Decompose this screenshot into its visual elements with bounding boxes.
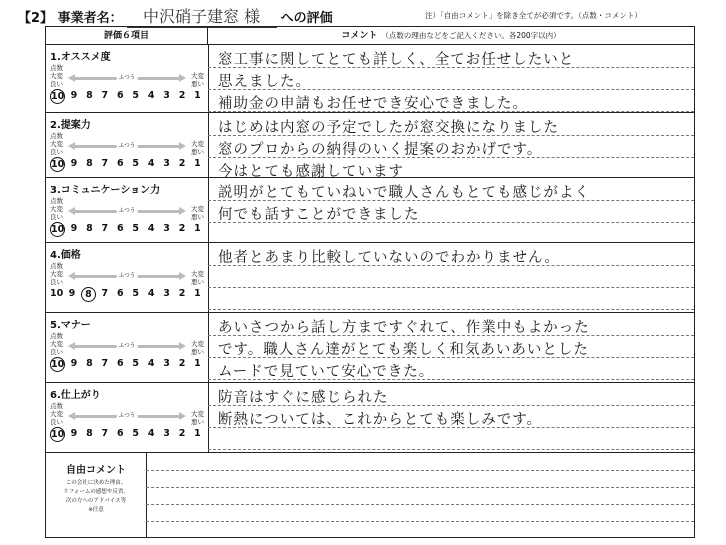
handwritten-comment: ムードで見ていて安心できた。: [218, 364, 435, 380]
normal-label: ふつう: [118, 75, 136, 81]
company-name: 中沢硝子建窓 様: [127, 4, 277, 28]
normal-label: ふつう: [118, 273, 136, 279]
normal-label: ふつう: [118, 208, 136, 214]
score-option[interactable]: 7: [101, 90, 109, 101]
score-option[interactable]: 4: [147, 428, 155, 439]
score-option[interactable]: 5: [132, 358, 139, 369]
score-option[interactable]: 10: [51, 429, 65, 440]
handwritten-comment: 何でも話すことができました: [218, 207, 420, 223]
criterion-title: 3.コミュニケーション力: [50, 185, 161, 196]
score-option[interactable]: 4: [147, 90, 155, 101]
evaluation-section: [46, 243, 694, 313]
handwritten-comment: 説明がとてもていねいで職人さんもとても感じがよく: [218, 185, 590, 201]
score-option[interactable]: 3: [163, 223, 170, 234]
handwritten-comment: です。職人さん達がとても楽しく和気あいあいとした: [218, 342, 589, 358]
header-prefix: 【2】 事業者名：: [18, 11, 123, 26]
criterion-title: 5.マナー: [50, 320, 91, 331]
score-option[interactable]: 5: [132, 90, 139, 101]
handwritten-comment: 窓のプロからの納得のいく提案のおかげです。: [218, 142, 543, 158]
score-option[interactable]: 6: [116, 223, 124, 234]
very-bad-label: 大変 悪い: [191, 270, 204, 286]
comment-rule: [208, 287, 694, 288]
score-option[interactable]: 2: [178, 90, 186, 101]
very-bad-label: 大変 悪い: [191, 140, 204, 156]
comment-rule: [146, 504, 694, 505]
scale-arrow: [68, 344, 186, 348]
scale-arrow: [68, 144, 186, 148]
score-option[interactable]: 4: [147, 358, 155, 369]
very-bad-label: 大変 悪い: [191, 340, 204, 356]
very-bad-label: 大変 悪い: [191, 410, 204, 426]
score-option[interactable]: 6: [116, 428, 124, 439]
very-good-label: 大変 良い: [50, 140, 63, 156]
free-comment-section: [46, 453, 694, 537]
score-option[interactable]: 5: [132, 223, 139, 234]
comment-rule: [208, 449, 694, 450]
score-option[interactable]: 3: [163, 428, 170, 439]
score-option[interactable]: 8: [86, 428, 93, 439]
points-label: 点数: [50, 332, 63, 340]
score-option[interactable]: 2: [178, 428, 186, 439]
score-option[interactable]: 8: [86, 90, 93, 101]
criteria-header: 評価６項目: [46, 27, 208, 45]
comment-header-label: コメント: [341, 31, 378, 41]
handwritten-comment: 防音はすぐに感じられた: [218, 390, 389, 406]
score-option[interactable]: 6: [116, 158, 124, 169]
scale-arrow: [68, 274, 186, 278]
header-suffix: への評価: [280, 11, 333, 26]
score-option[interactable]: 1: [194, 158, 201, 169]
score-option[interactable]: 4: [147, 158, 155, 169]
comment-cell[interactable]: [208, 45, 694, 112]
points-label: 点数: [50, 64, 63, 72]
criterion-title: 6.仕上がり: [50, 390, 101, 401]
score-option[interactable]: 10: [51, 159, 65, 170]
criterion-cell: [46, 383, 209, 452]
evaluation-section: [46, 313, 694, 383]
scale-arrow: [68, 209, 186, 213]
required-note: 注）「自由コメント」を除き全てが必須です。（点数・コメント）: [425, 11, 642, 20]
evaluation-section: [46, 178, 694, 243]
points-label: 点数: [50, 402, 63, 410]
score-option[interactable]: 3: [163, 158, 170, 169]
score-option[interactable]: 1: [194, 358, 201, 369]
score-option[interactable]: 7: [101, 288, 109, 299]
comment-cell[interactable]: [208, 383, 694, 452]
comment-header: [208, 27, 694, 45]
comment-header-note: （点数の理由などをご記入ください。各200字以内）: [381, 31, 561, 40]
handwritten-comment: 窓工事に関してとても詳しく、全てお任せしたいと: [218, 52, 575, 68]
handwritten-comment: はじめは内窓の予定でしたが窓交換になりました: [218, 120, 559, 136]
comment-rule: [146, 487, 694, 488]
score-row: [50, 357, 204, 372]
score-row: [50, 427, 204, 442]
score-option[interactable]: 9: [68, 288, 76, 299]
handwritten-comment: あいさつから話し方まですぐれて、作業中もよかった: [218, 320, 590, 336]
handwritten-comment: 思えました。: [218, 74, 311, 90]
points-label: 点数: [50, 132, 63, 140]
free-comment-area[interactable]: [146, 453, 694, 537]
score-option[interactable]: 9: [70, 428, 78, 439]
score-option[interactable]: 8: [86, 223, 93, 234]
score-option[interactable]: 3: [163, 288, 170, 299]
very-good-label: 大変 良い: [50, 205, 63, 221]
points-label: 点数: [50, 262, 63, 270]
score-option[interactable]: 5: [132, 428, 139, 439]
free-comment-guidance: この会社に決めた理由、 リフォームの感想や反省、 次の方へのアドバイス等 ※任意: [63, 480, 129, 513]
score-option[interactable]: 10: [51, 359, 65, 370]
criterion-cell: [46, 113, 209, 177]
score-row: [50, 89, 204, 104]
score-row: [50, 157, 204, 172]
score-option[interactable]: 3: [163, 358, 170, 369]
score-option[interactable]: 9: [70, 358, 78, 369]
criterion-title: 2.提案力: [50, 120, 91, 131]
score-option[interactable]: 6: [116, 358, 124, 369]
criterion-cell: [46, 45, 209, 112]
score-option[interactable]: 10: [51, 91, 65, 102]
comment-cell[interactable]: [208, 178, 694, 242]
criterion-cell: [46, 243, 209, 312]
normal-label: ふつう: [118, 413, 136, 419]
score-option[interactable]: 9: [70, 90, 78, 101]
handwritten-comment: 補助金の申請もお任せでき安心できました。: [218, 96, 528, 112]
evaluation-sheet: [45, 26, 695, 538]
criterion-title: 4.価格: [50, 250, 81, 261]
score-option[interactable]: 1: [194, 428, 201, 439]
score-option[interactable]: 7: [101, 428, 109, 439]
score-option[interactable]: 4: [147, 288, 155, 299]
comment-rule: [146, 470, 694, 471]
header: [18, 4, 333, 28]
score-option[interactable]: 2: [178, 158, 186, 169]
very-bad-label: 大変 悪い: [191, 205, 204, 221]
score-option[interactable]: 1: [194, 90, 201, 101]
score-option[interactable]: 7: [101, 223, 109, 234]
score-option[interactable]: 6: [116, 288, 124, 299]
very-good-label: 大変 良い: [50, 270, 63, 286]
normal-label: ふつう: [118, 343, 136, 349]
score-option[interactable]: 8: [81, 287, 96, 302]
score-option[interactable]: 10: [50, 288, 64, 299]
comment-rule: [208, 309, 694, 310]
score-option[interactable]: 9: [70, 223, 78, 234]
evaluation-section: [46, 45, 694, 113]
points-label: 点数: [50, 197, 63, 205]
score-option[interactable]: 5: [132, 288, 139, 299]
score-option[interactable]: 2: [178, 223, 186, 234]
handwritten-comment: 断熱については、これからとても楽しみです。: [218, 412, 543, 428]
score-row: [50, 287, 204, 302]
handwritten-comment: 他者とあまり比較していないのでわかりません。: [218, 250, 560, 266]
score-option[interactable]: 5: [132, 158, 139, 169]
criterion-cell: [46, 313, 209, 382]
scale-arrow: [68, 414, 186, 418]
evaluation-section: [46, 383, 694, 453]
handwritten-comment: 今はとても感謝しています: [218, 164, 404, 180]
score-option[interactable]: 9: [70, 158, 78, 169]
comment-cell[interactable]: [208, 113, 694, 180]
score-option[interactable]: 4: [147, 223, 155, 234]
free-comment-title: 自由コメント: [66, 465, 126, 476]
comment-cell[interactable]: [208, 313, 694, 382]
score-option[interactable]: 2: [178, 358, 186, 369]
scale-arrow: [68, 76, 186, 80]
score-option[interactable]: 1: [194, 288, 201, 299]
score-option[interactable]: 8: [86, 158, 93, 169]
score-row: [50, 222, 204, 237]
score-option[interactable]: 8: [86, 358, 93, 369]
score-option[interactable]: 6: [116, 90, 124, 101]
comment-cell[interactable]: [208, 243, 694, 312]
score-option[interactable]: 10: [51, 224, 65, 235]
free-comment-label-cell: [46, 453, 147, 537]
very-good-label: 大変 良い: [50, 410, 63, 426]
very-good-label: 大変 良い: [50, 72, 63, 88]
very-bad-label: 大変 悪い: [191, 72, 204, 88]
score-option[interactable]: 3: [163, 90, 170, 101]
very-good-label: 大変 良い: [50, 340, 63, 356]
score-option[interactable]: 7: [101, 358, 109, 369]
score-option[interactable]: 2: [178, 288, 186, 299]
score-option[interactable]: 1: [194, 223, 201, 234]
comment-rule: [146, 521, 694, 522]
criterion-cell: [46, 178, 209, 242]
criterion-title: 1.オススメ度: [50, 52, 111, 63]
normal-label: ふつう: [118, 143, 136, 149]
evaluation-section: [46, 113, 694, 178]
score-option[interactable]: 7: [101, 158, 109, 169]
